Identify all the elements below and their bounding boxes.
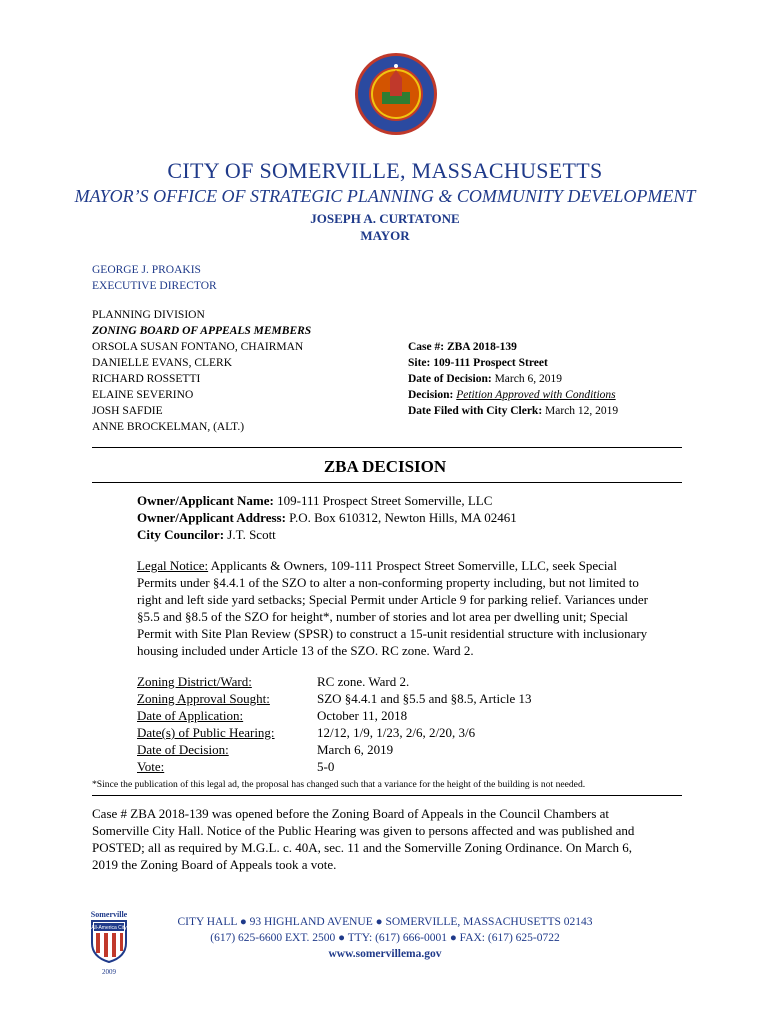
footer-phones: (617) 625-6600 EXT. 2500 ● TTY: (617) 666-0001 ● FAX: (617) 625-0722	[210, 932, 560, 944]
svg-text:All-America City: All-America City	[91, 925, 127, 931]
mayor-title: MAYOR	[360, 228, 410, 243]
footer-address: CITY HALL ● 93 HIGHLAND AVENUE ● SOMERVILLE, MASSACHUSETTS 02143	[177, 916, 593, 928]
detail-label: Date of Decision:	[137, 742, 229, 757]
planning-division: PLANNING DIVISION	[92, 309, 205, 321]
office-title: MAYOR’S OFFICE OF STRATEGIC PLANNING & COMMUNITY DEVELOPMENT	[74, 186, 696, 206]
member-6: ANNE BROCKELMAN, (ALT.)	[92, 421, 245, 433]
board-heading: ZONING BOARD OF APPEALS MEMBERS	[92, 325, 312, 337]
detail-value: March 6, 2019	[317, 742, 394, 757]
member-3: RICHARD ROSSETTI	[92, 373, 201, 385]
city-councilor: City Councilor: J.T. Scott	[137, 527, 276, 542]
member-2: DANIELLE EVANS, CLERK	[92, 357, 233, 369]
member-5: JOSH SAFDIE	[92, 405, 163, 417]
detail-value: SZO §4.4.1 and §5.5 and §8.5, Article 13	[317, 691, 532, 706]
mayor-name: JOSEPH A. CURTATONE	[310, 211, 460, 226]
owner-address: Owner/Applicant Address: P.O. Box 610312, Newton Hills, MA 02461	[137, 510, 517, 525]
detail-label: Date of Application:	[137, 708, 244, 723]
detail-label: Zoning District/Ward:	[137, 674, 252, 689]
case-date: Date of Decision: March 6, 2019	[408, 373, 562, 385]
badge-year: 2009	[102, 968, 116, 976]
director-title: EXECUTIVE DIRECTOR	[92, 280, 217, 292]
case-decision: Decision: Petition Approved with Conditions	[408, 389, 616, 401]
badge-top-text: Somerville	[90, 910, 128, 919]
city-seal	[354, 52, 438, 136]
owner-name: Owner/Applicant Name: 109-111 Prospect Street Somerville, LLC	[137, 493, 493, 508]
detail-value: RC zone. Ward 2.	[317, 674, 410, 689]
divider-bottom	[92, 482, 682, 483]
detail-label: Zoning Approval Sought:	[137, 691, 270, 706]
footer-website[interactable]: www.somervillema.gov	[328, 948, 442, 960]
director-name: GEORGE J. PROAKIS	[92, 264, 201, 276]
detail-label: Vote:	[137, 759, 165, 774]
case-site: Site: 109-111 Prospect Street	[408, 357, 548, 369]
case-filed: Date Filed with City Clerk: March 12, 2019	[408, 405, 619, 417]
member-1: ORSOLA SUSAN FONTANO, CHAIRMAN	[92, 341, 304, 353]
decision-title: ZBA DECISION	[323, 457, 447, 476]
city-title: CITY OF SOMERVILLE, MASSACHUSETTS	[167, 158, 603, 183]
case-number: Case #: ZBA 2018-139	[408, 341, 517, 353]
detail-label: Date(s) of Public Hearing:	[137, 725, 275, 740]
decision-body: Case # ZBA 2018-139 was opened before the Zoning Board of Appeals in the Council Chambers at Somerville City Hall. Notice of the Public Hearing was given to persons affected and was published and POSTED; all as required by M.G.L. c. 40A, sec. 11 and the Somerville Zoning Ordinance. On March 6, 2019 the Zoning Board of Appeals took a vote.	[92, 806, 635, 872]
member-4: ELAINE SEVERINO	[92, 389, 194, 401]
detail-value: October 11, 2018	[317, 708, 408, 723]
footnote: *Since the publication of this legal ad, the proposal has changed such that a variance for the height of the building is not needed.	[92, 779, 586, 790]
divider-top	[92, 447, 682, 448]
divider-footnote	[92, 795, 682, 796]
detail-value: 5-0	[317, 759, 335, 774]
legal-notice: Legal Notice: Applicants & Owners, 109-111 Prospect Street Somerville, LLC, seek Special Permits under §4.4.1 of the SZO to alter a non-conforming property including, but not limited to right and left side yard setbacks; Special Permit under Article 9 for parking relief. Variances under §5.5 and §8.5 of the SZO for height*, number of stories and lot area per dwelling unit; Special Permit with Site Plan Review (SPSR) to construct a 15-unit residential structure with inclusionary housing included under Article 13 of the SZO. RC zone. Ward 2.	[137, 558, 648, 658]
detail-value: 12/12, 1/9, 1/23, 2/6, 2/20, 3/6	[317, 725, 476, 740]
